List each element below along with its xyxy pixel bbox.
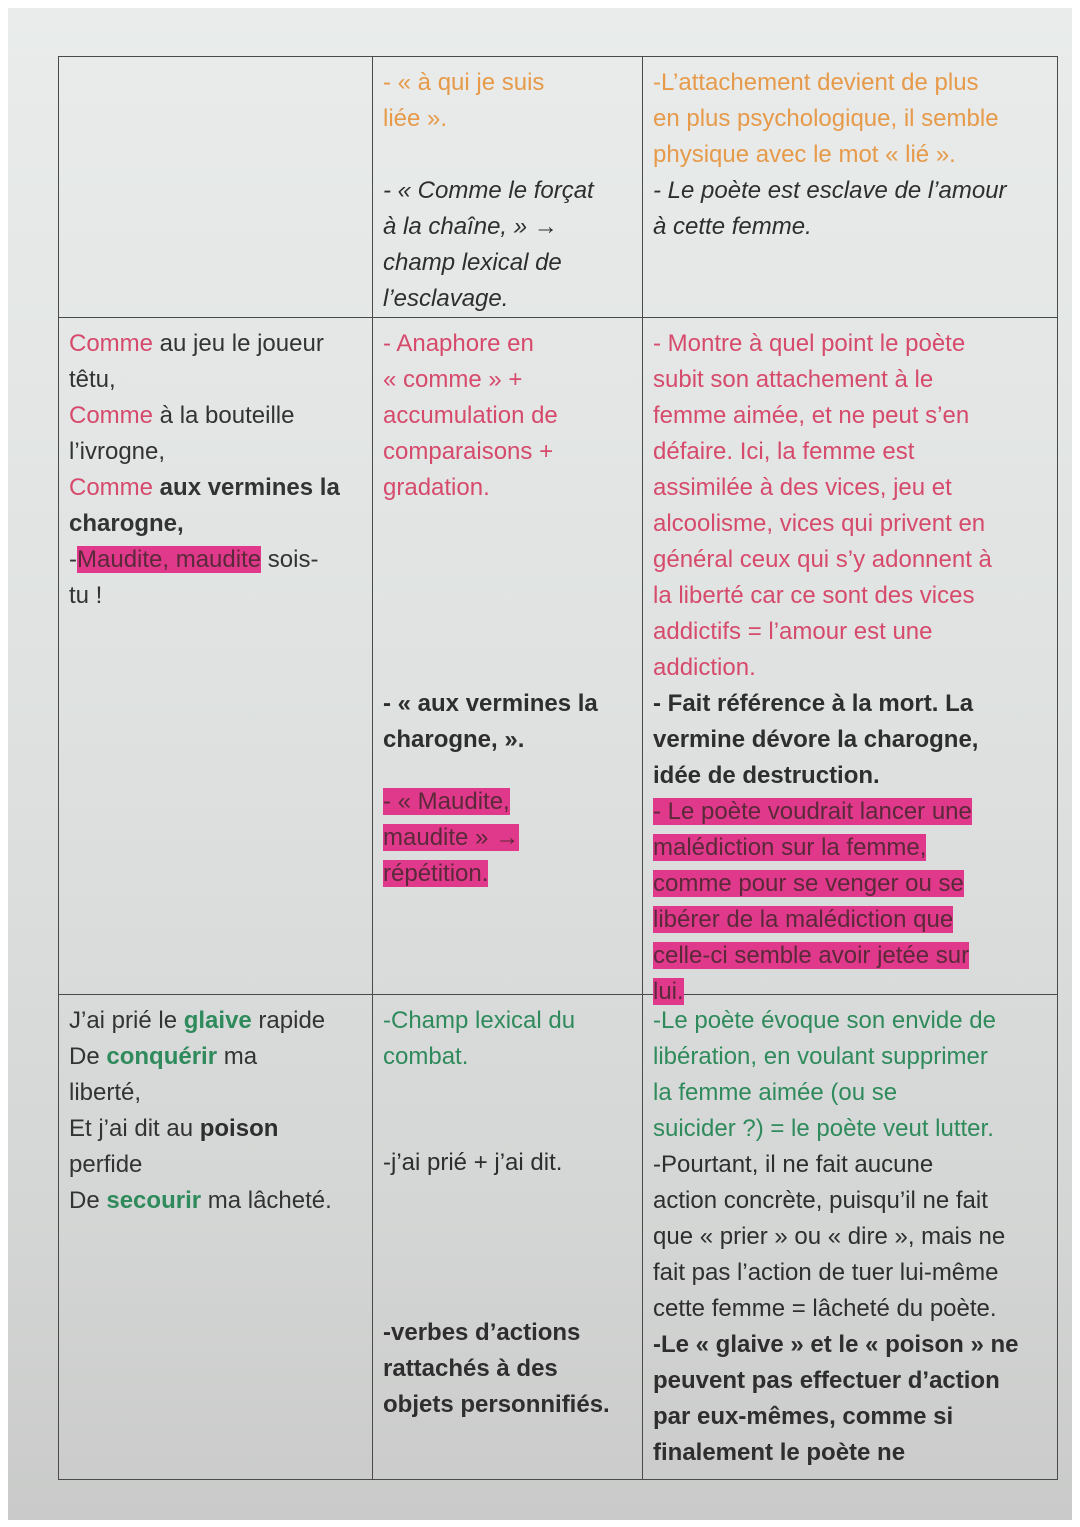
analysis-table xyxy=(58,56,1058,1480)
verse-line: De conquérir ma xyxy=(69,1043,258,1070)
text-line: alcoolisme, vices qui privent en xyxy=(653,510,986,537)
verse-line: perfide xyxy=(69,1151,143,1178)
verse-line: Comme à la bouteille xyxy=(69,402,295,429)
interpretation-cell xyxy=(643,995,1057,1479)
text-line xyxy=(653,866,1047,902)
verse-line: Comme au jeu le joueur xyxy=(69,330,324,357)
text-line: action concrète, puisqu’il ne fait xyxy=(653,1187,988,1214)
highlighted-text: répétition. xyxy=(383,860,489,887)
text-line: idée de destruction. xyxy=(653,762,880,789)
text-line: l’esclavage. xyxy=(383,285,509,312)
verse-line: tu ! xyxy=(69,582,103,609)
text-line: objets personnifiés. xyxy=(383,1391,610,1418)
text-line: - Montre à quel point le poète xyxy=(653,330,966,357)
text-line: accumulation de xyxy=(383,402,558,429)
verse-line: Et j’ai dit au poison xyxy=(69,1115,279,1142)
verse-line: l’ivrogne, xyxy=(69,438,166,465)
text-line xyxy=(653,830,1047,866)
text-line: liée ». xyxy=(383,105,448,132)
text-line: - « Comme le forçat xyxy=(383,177,594,204)
text-line: -j’ai prié + j’ai dit. xyxy=(383,1149,563,1176)
text-line xyxy=(383,856,632,892)
text-line: à cette femme. xyxy=(653,213,812,240)
text-line: champ lexical de xyxy=(383,249,562,276)
verse-line: Comme aux vermines la xyxy=(69,474,340,501)
text-line: - Anaphore en xyxy=(383,330,534,357)
combat-word: secourir xyxy=(106,1187,202,1214)
text-line: -L’attachement devient de plus xyxy=(653,69,979,96)
text-line xyxy=(383,784,632,820)
text-line: fait pas l’action de tuer lui-même xyxy=(653,1259,999,1286)
quote-cell xyxy=(59,57,373,317)
text-line: addictifs = l’amour est une xyxy=(653,618,933,645)
text-line: -verbes d’actions xyxy=(383,1319,581,1346)
text-line: charogne, ». xyxy=(383,726,525,753)
text-line: général ceux qui s’y adonnent à xyxy=(653,546,992,573)
text-line: la femme aimée (ou se xyxy=(653,1079,898,1106)
table-row xyxy=(59,994,1057,1479)
highlighted-text: - « Maudite, xyxy=(383,788,510,815)
text-line xyxy=(653,794,1047,830)
paper-sheet xyxy=(8,8,1072,1520)
text-line: femme aimée, et ne peut s’en xyxy=(653,402,970,429)
text-line xyxy=(383,820,632,856)
verse-line: -Maudite, maudite sois- xyxy=(69,546,319,573)
combat-word: glaive xyxy=(183,1007,252,1034)
interpretation-cell xyxy=(643,57,1057,317)
text-line: subit son attachement à le xyxy=(653,366,934,393)
text-line: addiction. xyxy=(653,654,756,681)
quote-cell xyxy=(59,318,373,994)
verse-line: charogne, xyxy=(69,510,184,537)
highlighted-text: lui. xyxy=(653,978,684,1005)
verse-line: liberté, xyxy=(69,1079,142,1106)
text-line: la liberté car ce sont des vices xyxy=(653,582,975,609)
verse-line: J’ai prié le glaive rapide xyxy=(69,1007,326,1034)
text-line: -Pourtant, il ne fait aucune xyxy=(653,1151,934,1178)
text-line: à la chaîne, » → xyxy=(383,213,558,240)
highlighted-text: malédiction sur la femme, xyxy=(653,834,927,861)
text-line: - « aux vermines la xyxy=(383,690,598,717)
table-row xyxy=(59,57,1057,317)
text-line: vermine dévore la charogne, xyxy=(653,726,979,753)
highlighted-text: maudite » → xyxy=(383,824,520,851)
interpretation-cell xyxy=(643,318,1057,1005)
text-line: défaire. Ici, la femme est xyxy=(653,438,915,465)
text-line: que « prier » ou « dire », mais ne xyxy=(653,1223,1006,1250)
text-line: comparaisons + xyxy=(383,438,554,465)
text-line: - « à qui je suis xyxy=(383,69,545,96)
text-line: -Le poète évoque son envide de xyxy=(653,1007,996,1034)
verse-line: De secourir ma lâcheté. xyxy=(69,1187,332,1214)
text-line: gradation. xyxy=(383,474,490,501)
text-line xyxy=(653,938,1047,974)
text-line: cette femme = lâcheté du poète. xyxy=(653,1295,997,1322)
text-line: « comme » + xyxy=(383,366,523,393)
highlighted-text: celle-ci semble avoir jetée sur xyxy=(653,942,970,969)
text-line: -Champ lexical du xyxy=(383,1007,576,1034)
text-line: rattachés à des xyxy=(383,1355,558,1382)
anaphora-word: Comme xyxy=(69,330,154,357)
quote-cell xyxy=(59,995,373,1479)
verse-line: têtu, xyxy=(69,366,116,393)
text-line: suicider ?) = le poète veut lutter. xyxy=(653,1115,994,1142)
device-cell xyxy=(373,318,643,994)
text-line: -Le « glaive » et le « poison » ne xyxy=(653,1331,1019,1358)
highlighted-text: Maudite, maudite xyxy=(77,546,262,573)
highlighted-text: comme pour se venger ou se xyxy=(653,870,964,897)
text-line: physique avec le mot « lié ». xyxy=(653,141,956,168)
text-line: par eux-mêmes, comme si xyxy=(653,1403,954,1430)
text-line: combat. xyxy=(383,1043,469,1070)
text-line: assimilée à des vices, jeu et xyxy=(653,474,952,501)
device-cell xyxy=(373,995,643,1479)
text-line: en plus psychologique, il semble xyxy=(653,105,999,132)
highlighted-text: libérer de la malédiction que xyxy=(653,906,954,933)
highlighted-text: - Le poète voudrait lancer une xyxy=(653,798,972,825)
anaphora-word: Comme xyxy=(69,402,154,429)
anaphora-word: Comme xyxy=(69,474,154,501)
text-line: - Le poète est esclave de l’amour xyxy=(653,177,1007,204)
device-cell xyxy=(373,57,643,317)
text-line: libération, en voulant supprimer xyxy=(653,1043,988,1070)
table-row xyxy=(59,317,1057,1005)
text-line: - Fait référence à la mort. La xyxy=(653,690,974,717)
combat-word: conquérir xyxy=(106,1043,218,1070)
text-line: finalement le poète ne xyxy=(653,1439,906,1466)
text-line: peuvent pas effectuer d’action xyxy=(653,1367,1000,1394)
text-line xyxy=(653,902,1047,938)
